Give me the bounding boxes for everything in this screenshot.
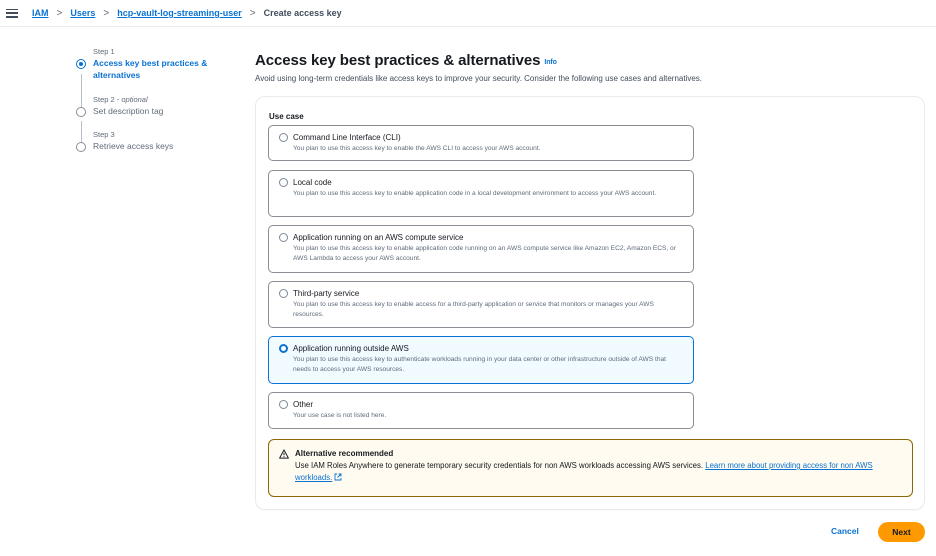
step-1[interactable] xyxy=(76,46,226,81)
option-aws-compute[interactable] xyxy=(268,225,694,273)
step-number: Step 2 - optional xyxy=(93,95,148,104)
radio-button[interactable] xyxy=(279,178,288,187)
radio-button-selected[interactable] xyxy=(279,344,288,353)
next-button[interactable]: Next xyxy=(878,522,925,542)
page-title: Access key best practices & alternatives Info xyxy=(255,52,557,69)
option-title: Application running on an AWS compute service xyxy=(293,233,464,242)
option-description: You plan to use this access key to enable application code in a local development environment to access your AWS account. xyxy=(293,190,657,197)
option-title: Third-party service xyxy=(293,289,360,298)
page-description: Avoid using long-term credentials like access keys to improve your security. Consider the following use cases and alternatives. xyxy=(255,74,703,83)
radio-button[interactable] xyxy=(279,133,288,142)
breadcrumb-current: Create access key xyxy=(263,8,342,18)
option-local-code[interactable] xyxy=(268,170,694,217)
step-number: Step 3 xyxy=(93,130,115,139)
option-title: Application running outside AWS xyxy=(293,344,409,353)
chevron-right-icon: > xyxy=(56,7,63,19)
menu-icon[interactable] xyxy=(6,9,18,18)
option-description: You plan to use this access key to authenticate workloads running in your data center or other infrastructure outside of AWS that needs to access your AWS resources. xyxy=(293,356,667,373)
option-description: You plan to use this access key to enable access for a third-party application or service that monitors or manages your AWS resources. xyxy=(293,301,654,318)
chevron-right-icon: > xyxy=(249,7,256,19)
use-case-container xyxy=(255,96,925,510)
option-other[interactable] xyxy=(268,392,694,429)
step-3 xyxy=(76,129,226,152)
external-link-icon[interactable] xyxy=(334,473,342,481)
step-title: Access key best practices & alternatives xyxy=(93,58,208,80)
warning-icon xyxy=(279,449,289,459)
option-description: You plan to use this access key to enable the AWS CLI to access your AWS account. xyxy=(293,145,541,152)
use-case-label: Use case xyxy=(269,112,304,121)
option-title: Other xyxy=(293,400,314,409)
radio-button[interactable] xyxy=(279,289,288,298)
alternative-alert xyxy=(268,439,913,497)
step-2 xyxy=(76,94,226,117)
option-title: Command Line Interface (CLI) xyxy=(293,133,401,142)
chevron-right-icon: > xyxy=(103,7,110,19)
info-link[interactable]: Info xyxy=(544,59,557,66)
step-title: Retrieve access keys xyxy=(93,141,174,151)
breadcrumb-users[interactable]: Users xyxy=(70,8,96,18)
alert-title: Alternative recommended xyxy=(295,449,394,458)
cancel-button[interactable]: Cancel xyxy=(831,526,859,536)
option-description: You plan to use this access key to enable application code running on an AWS compute service like Amazon EC2, Amazon ECS, or AWS Lambda to access your AWS account. xyxy=(293,245,676,262)
option-title: Local code xyxy=(293,178,332,187)
option-description: Your use case is not listed here. xyxy=(293,412,387,419)
step-pending-icon xyxy=(76,142,86,152)
option-third-party[interactable] xyxy=(268,281,694,328)
radio-button[interactable] xyxy=(279,233,288,242)
option-outside-aws[interactable] xyxy=(268,336,694,384)
breadcrumb-bar xyxy=(0,0,936,27)
radio-button[interactable] xyxy=(279,400,288,409)
learn-more-link[interactable]: Learn more about providing access for non AWS workloads. xyxy=(295,461,873,482)
step-active-icon xyxy=(76,59,86,69)
breadcrumb-user[interactable]: hcp-vault-log-streaming-user xyxy=(117,8,242,18)
alert-body: Use IAM Roles Anywhere to generate temporary security credentials for non AWS workloads accessing AWS services. Learn more about providing access for non AWS workloads. xyxy=(295,461,873,482)
step-pending-icon xyxy=(76,107,86,117)
optional-label: optional xyxy=(121,95,148,104)
breadcrumb-iam[interactable]: IAM xyxy=(32,8,49,18)
option-cli[interactable] xyxy=(268,125,694,161)
step-number: Step 1 xyxy=(93,47,115,56)
step-title: Set description tag xyxy=(93,106,164,116)
